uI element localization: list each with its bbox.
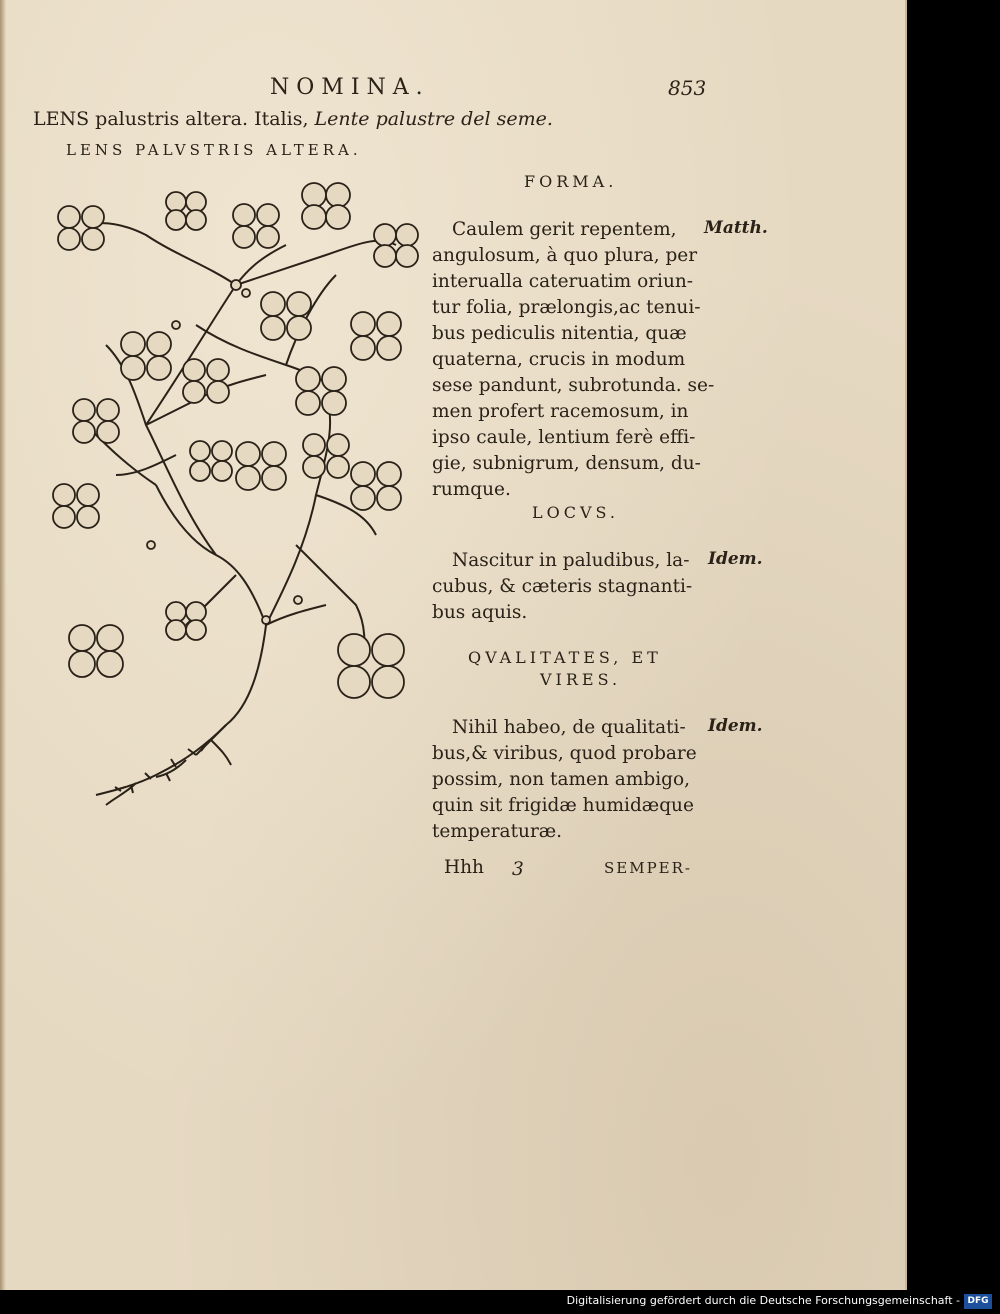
section-heading-qualitates: QVALITATES, ET — [468, 648, 662, 667]
section-heading-locus: LOCVS. — [532, 503, 620, 522]
forma-line: sese pandunt, subrotunda. se- — [432, 375, 715, 396]
qualitates-line: bus,& viribus, quod probare — [432, 743, 697, 764]
qualitates-line: temperaturæ. — [432, 821, 563, 842]
forma-line: rumque. — [432, 479, 511, 500]
forma-line: ipso caule, lentium ferè effi- — [432, 427, 696, 448]
figure-title: LENS PALVSTRIS ALTERA. — [66, 141, 362, 159]
qualitates-line: possim, non tamen ambigo, — [432, 769, 690, 790]
page-number: 853 — [668, 76, 707, 100]
locus-line: cubus, & cæteris stagnanti- — [432, 576, 693, 597]
qualitates-line: Nihil habeo, de qualitati- — [452, 717, 686, 738]
forma-line: bus pediculis nitentia, quæ — [432, 323, 687, 344]
forma-line: gie, subnigrum, densum, du- — [432, 453, 701, 474]
signature-mark: Hhh — [444, 857, 484, 878]
plant-name-line — [33, 108, 553, 130]
forma-line: men profert racemosum, in — [432, 401, 689, 422]
running-header: NOMINA. — [270, 75, 430, 100]
dfg-logo-icon: DFG — [964, 1294, 992, 1309]
catchword: SEMPER- — [604, 859, 692, 877]
digitization-banner — [0, 1290, 1000, 1314]
forma-line: quaterna, crucis in modum — [432, 349, 686, 370]
locus-line: Nascitur in paludibus, la- — [452, 550, 690, 571]
qualitates-line: quin sit frigidæ humidæque — [432, 795, 694, 816]
signature-number: 3 — [512, 859, 524, 880]
section-heading-forma: FORMA. — [524, 172, 618, 191]
plant-name-italian: Lente palustre del seme. — [314, 108, 553, 130]
plant-woodcut-illustration — [36, 165, 426, 825]
section-heading-vires: VIRES. — [540, 670, 622, 689]
banner-text: Digitalisierung gefördert durch die Deutsche Forschungsgemeinschaft - — [566, 1294, 960, 1307]
margin-note-matth: Matth. — [704, 218, 768, 238]
locus-line: bus aquis. — [432, 602, 528, 623]
forma-line: tur folia, prælongis,ac tenui- — [432, 297, 701, 318]
margin-note-idem: Idem. — [708, 549, 763, 569]
page-gutter — [0, 0, 6, 1290]
forma-line: interualla cateruatim oriun- — [432, 271, 694, 292]
plant-name-roman: LENS palustris altera. Italis, — [33, 108, 309, 130]
forma-line: Caulem gerit repentem, — [452, 219, 677, 240]
margin-note-idem: Idem. — [708, 716, 763, 736]
forma-line: angulosum, à quo plura, per — [432, 245, 698, 266]
